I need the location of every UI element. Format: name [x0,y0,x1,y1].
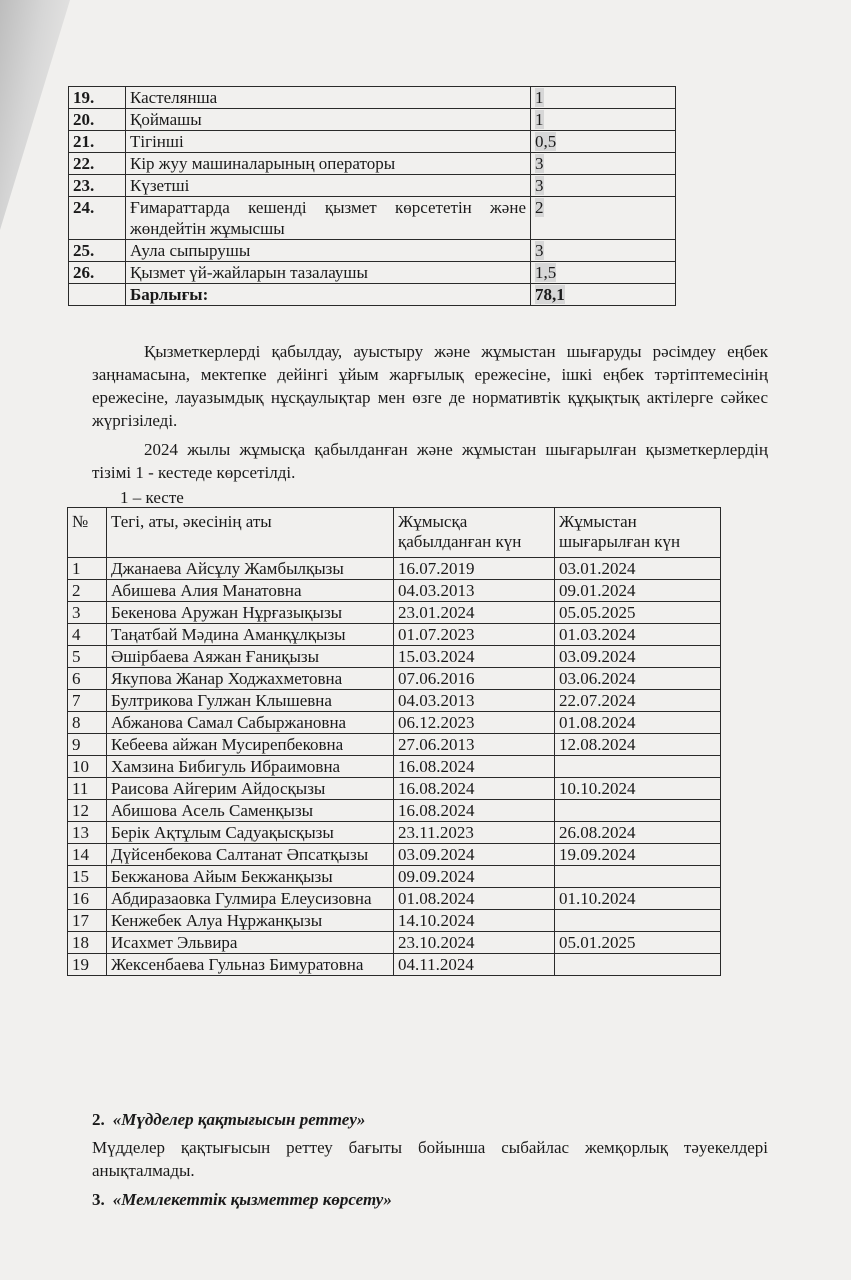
total-label: Барлығы: [126,284,531,306]
row-number: 26. [69,262,126,284]
employee-name: Джанаева Айсұлу Жамбылқызы [107,558,394,580]
table-row [69,87,676,109]
page-corner-shadow [0,0,70,230]
row-number: 22. [69,153,126,175]
hire-date: 23.10.2024 [394,932,555,954]
hire-date: 04.03.2013 [394,690,555,712]
hire-date: 15.03.2024 [394,646,555,668]
dismissal-date: 05.01.2025 [555,932,721,954]
dismissal-date: 03.01.2024 [555,558,721,580]
row-number: 9 [68,734,107,756]
table-row [68,646,721,668]
hires-table-body [68,508,721,976]
table-row [68,822,721,844]
table-row [69,197,676,240]
table-row [68,624,721,646]
table-row [68,888,721,910]
hire-date: 04.11.2024 [394,954,555,976]
table-row [68,690,721,712]
employee-name: Бекенова Аружан Нұрғазықызы [107,602,394,624]
staff-count: 1 [535,110,544,129]
row-number: 20. [69,109,126,131]
dismissal-date: 03.06.2024 [555,668,721,690]
row-number: 12 [68,800,107,822]
dismissal-date: 05.05.2025 [555,602,721,624]
employee-name: Хамзина Бибигуль Ибраимовна [107,756,394,778]
employee-name: Бултрикова Гулжан Клышевна [107,690,394,712]
row-number: 11 [68,778,107,800]
table-row [68,800,721,822]
employee-name: Таңатбай Мәдина Аманқұлқызы [107,624,394,646]
table-row [68,580,721,602]
section-2-number: 2. [92,1110,105,1129]
hire-date: 27.06.2013 [394,734,555,756]
hire-date: 09.09.2024 [394,866,555,888]
hire-date: 04.03.2013 [394,580,555,602]
table-row [69,175,676,197]
hire-date: 23.11.2023 [394,822,555,844]
employee-name: Абишова Асель Саменқызы [107,800,394,822]
hire-date: 03.09.2024 [394,844,555,866]
table-row [68,932,721,954]
paragraph-hiring-rules: Қызметкерлерді қабылдау, ауыстыру және жұмыстан шығаруды рәсімдеу еңбек заңнамасына, мектепке дейінгі ұйым жарғылық ережесіне, ішкі еңбек тәртіптемесінің ережесіне, лауазымдық нұсқаулықтар мен өзге де нормативтік құқықтық актілерге сәйкес жүргізіледі. [92,342,768,430]
position-name: Қоймашы [126,109,531,131]
section-3-title: «Мемлекеттік қызметтер көрсету» [112,1190,392,1209]
staff-count: 1,5 [535,263,557,282]
staff-count: 3 [535,241,544,260]
employee-name: Жексенбаева Гульназ Бимуратовна [107,954,394,976]
hire-date: 16.08.2024 [394,778,555,800]
row-number: 7 [68,690,107,712]
employee-name: Кенжебек Алуа Нұржанқызы [107,910,394,932]
section-2-heading [92,1110,365,1130]
hire-date: 06.12.2023 [394,712,555,734]
staff-count: 1 [535,88,544,107]
hire-date: 16.07.2019 [394,558,555,580]
hire-date: 01.08.2024 [394,888,555,910]
total-row [69,284,676,306]
total-value: 78,1 [535,285,565,304]
table-row [69,131,676,153]
table-header-row [68,508,721,558]
position-name: Аула сыпырушы [126,240,531,262]
employee-name: Абишева Алия Манатовна [107,580,394,602]
table-row [68,866,721,888]
employee-name: Дүйсенбекова Салтанат Әпсатқызы [107,844,394,866]
row-number: 8 [68,712,107,734]
position-name: Ғимараттарда кешенді қызмет көрсететін және жөндейтін жұмысшы [126,197,531,240]
employee-name: Бекжанова Айым Бекжанқызы [107,866,394,888]
employee-name: Берік Ақтұлым Садуақысқызы [107,822,394,844]
hire-date: 01.07.2023 [394,624,555,646]
position-name: Қызмет үй-жайларын тазалаушы [126,262,531,284]
section-2-title: «Мүдделер қақтығысын реттеу» [112,1110,366,1129]
row-number: 24. [69,197,126,240]
dismissal-date: 01.03.2024 [555,624,721,646]
section-3-heading [92,1190,392,1210]
employee-name: Исахмет Эльвира [107,932,394,954]
row-number: 18 [68,932,107,954]
table-row [68,558,721,580]
table-row [68,602,721,624]
row-number: 13 [68,822,107,844]
dismissal-date: 01.10.2024 [555,888,721,910]
table-row [69,262,676,284]
employee-name: Якупова Жанар Ходжахметовна [107,668,394,690]
staff-count: 0,5 [535,132,557,151]
row-number: 3 [68,602,107,624]
dismissal-date: 01.08.2024 [555,712,721,734]
header-full-name: Тегі, аты, әкесінің аты [107,508,394,558]
table-row [68,712,721,734]
dismissal-date [555,954,721,976]
row-number: 23. [69,175,126,197]
dismissal-date [555,910,721,932]
position-name: Күзетші [126,175,531,197]
dismissal-date [555,866,721,888]
dismissal-date: 26.08.2024 [555,822,721,844]
row-number: 19. [69,87,126,109]
table-row [68,668,721,690]
section-3-number: 3. [92,1190,105,1209]
table-row [68,844,721,866]
dismissal-date [555,756,721,778]
row-number: 16 [68,888,107,910]
table-row [68,910,721,932]
table-row [68,778,721,800]
employee-name: Абдиразаовка Гулмира Елеусизовна [107,888,394,910]
row-number: 2 [68,580,107,602]
dismissal-date: 09.01.2024 [555,580,721,602]
paragraph-employee-list: 2024 жылы жұмысқа қабылданған және жұмыстан шығарылған қызметкерлердің тізімі 1 - кестеде көрсетілді. [92,440,768,482]
position-name: Кастелянша [126,87,531,109]
dismissal-date: 10.10.2024 [555,778,721,800]
header-dismissal-date: Жұмыстан шығарылған күн [555,508,721,558]
employee-name: Абжанова Самал Сабыржановна [107,712,394,734]
row-number: 25. [69,240,126,262]
table-row [68,756,721,778]
hire-date: 07.06.2016 [394,668,555,690]
row-number: 6 [68,668,107,690]
hire-date: 23.01.2024 [394,602,555,624]
hire-date: 14.10.2024 [394,910,555,932]
row-number: 10 [68,756,107,778]
row-number: 15 [68,866,107,888]
row-number: 5 [68,646,107,668]
staff-count: 3 [535,154,544,173]
staff-table [68,86,676,306]
row-number: 19 [68,954,107,976]
employee-name: Кебеева айжан Мусирепбековна [107,734,394,756]
position-name: Тігінші [126,131,531,153]
header-hire-date: Жұмысқа қабылданған күн [394,508,555,558]
table-row [68,954,721,976]
table-row [69,240,676,262]
row-number: 4 [68,624,107,646]
table-row [68,734,721,756]
row-number: 14 [68,844,107,866]
hires-table [67,507,721,976]
table-row [69,153,676,175]
staff-count: 2 [535,198,544,217]
dismissal-date: 03.09.2024 [555,646,721,668]
dismissal-date: 22.07.2024 [555,690,721,712]
dismissal-date: 12.08.2024 [555,734,721,756]
hire-date: 16.08.2024 [394,800,555,822]
header-number: № [68,508,107,558]
table-row [69,109,676,131]
paragraph-conflict-of-interest: Мүдделер қақтығысын реттеу бағыты бойынша сыбайлас жемқорлық тәуекелдері анықталмады. [92,1138,768,1180]
hire-date: 16.08.2024 [394,756,555,778]
dismissal-date: 19.09.2024 [555,844,721,866]
row-number: 17 [68,910,107,932]
staff-count: 3 [535,176,544,195]
position-name: Кір жуу машиналарының операторы [126,153,531,175]
row-number: 21. [69,131,126,153]
employee-name: Раисова Айгерим Айдосқызы [107,778,394,800]
table-caption: 1 – кесте [120,488,184,507]
employee-name: Әшірбаева Аяжан Ғаниқызы [107,646,394,668]
row-number: 1 [68,558,107,580]
dismissal-date [555,800,721,822]
staff-table-body [69,87,676,306]
